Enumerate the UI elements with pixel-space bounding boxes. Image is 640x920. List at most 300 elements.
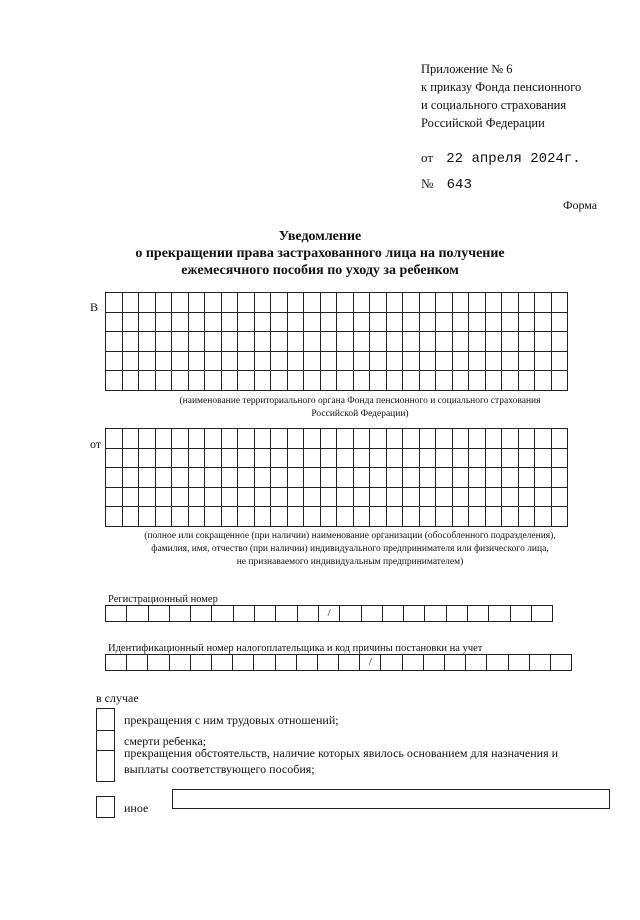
grid-cell[interactable] <box>551 371 568 391</box>
grid-cell[interactable] <box>485 312 502 332</box>
grid-cell[interactable] <box>337 468 354 488</box>
grid-cell[interactable] <box>106 487 123 507</box>
grid-cell[interactable] <box>139 293 156 313</box>
grid-cell[interactable] <box>551 351 568 371</box>
grid-cell[interactable] <box>485 293 502 313</box>
grid-cell[interactable] <box>287 487 304 507</box>
grid-cell[interactable] <box>155 351 172 371</box>
digit-cell[interactable] <box>147 654 169 671</box>
digit-cell[interactable] <box>126 605 148 622</box>
grid-cell[interactable] <box>535 371 552 391</box>
grid-cell[interactable] <box>106 371 123 391</box>
grid-cell[interactable] <box>271 293 288 313</box>
grid-cell[interactable] <box>254 293 271 313</box>
grid-cell[interactable] <box>271 487 288 507</box>
grid-cell[interactable] <box>419 293 436 313</box>
grid-cell[interactable] <box>254 371 271 391</box>
grid-cell[interactable] <box>452 293 469 313</box>
grid-cell[interactable] <box>172 351 189 371</box>
grid-cell[interactable] <box>304 487 321 507</box>
digit-cell[interactable] <box>361 605 383 622</box>
checkbox-other[interactable] <box>96 796 115 818</box>
grid-cell[interactable] <box>155 448 172 468</box>
grid-cell[interactable] <box>155 468 172 488</box>
grid-cell[interactable] <box>172 507 189 527</box>
grid-cell[interactable] <box>205 332 222 352</box>
grid-cell[interactable] <box>139 429 156 449</box>
grid-cell[interactable] <box>238 351 255 371</box>
grid-cell[interactable] <box>287 468 304 488</box>
grid-cell[interactable] <box>436 312 453 332</box>
grid-cell[interactable] <box>320 468 337 488</box>
grid-cell[interactable] <box>205 371 222 391</box>
grid-cell[interactable] <box>419 312 436 332</box>
digit-cell[interactable] <box>169 605 191 622</box>
grid-cell[interactable] <box>188 507 205 527</box>
grid-cell[interactable] <box>386 312 403 332</box>
other-reason-field[interactable] <box>172 789 610 809</box>
grid-cell[interactable] <box>469 448 486 468</box>
grid-cell[interactable] <box>205 468 222 488</box>
grid-cell[interactable] <box>254 332 271 352</box>
grid-cell[interactable] <box>188 429 205 449</box>
grid-cell[interactable] <box>139 507 156 527</box>
grid-cell[interactable] <box>370 293 387 313</box>
grid-cell[interactable] <box>304 332 321 352</box>
grid-cell[interactable] <box>287 332 304 352</box>
grid-cell[interactable] <box>485 507 502 527</box>
grid-cell[interactable] <box>122 312 139 332</box>
grid-cell[interactable] <box>287 351 304 371</box>
grid-cell[interactable] <box>436 507 453 527</box>
grid-cell[interactable] <box>205 293 222 313</box>
digit-cell[interactable] <box>465 654 487 671</box>
grid-cell[interactable] <box>419 448 436 468</box>
grid-cell[interactable] <box>122 507 139 527</box>
grid-cell[interactable] <box>254 448 271 468</box>
grid-cell[interactable] <box>436 371 453 391</box>
digit-cell[interactable] <box>338 654 360 671</box>
digit-cell[interactable] <box>126 654 148 671</box>
recipient-grid[interactable] <box>105 292 568 391</box>
grid-cell[interactable] <box>304 448 321 468</box>
grid-cell[interactable] <box>436 293 453 313</box>
grid-cell[interactable] <box>304 312 321 332</box>
digit-cell[interactable] <box>550 654 572 671</box>
grid-cell[interactable] <box>535 468 552 488</box>
grid-cell[interactable] <box>238 371 255 391</box>
digit-cell[interactable] <box>446 605 468 622</box>
grid-cell[interactable] <box>221 293 238 313</box>
grid-cell[interactable] <box>452 312 469 332</box>
grid-cell[interactable] <box>452 487 469 507</box>
grid-cell[interactable] <box>254 507 271 527</box>
grid-cell[interactable] <box>221 487 238 507</box>
grid-cell[interactable] <box>419 429 436 449</box>
grid-cell[interactable] <box>122 468 139 488</box>
grid-cell[interactable] <box>188 351 205 371</box>
grid-cell[interactable] <box>535 448 552 468</box>
grid-cell[interactable] <box>386 332 403 352</box>
grid-cell[interactable] <box>320 507 337 527</box>
grid-cell[interactable] <box>535 332 552 352</box>
grid-cell[interactable] <box>535 507 552 527</box>
grid-cell[interactable] <box>353 351 370 371</box>
grid-cell[interactable] <box>436 448 453 468</box>
grid-cell[interactable] <box>122 371 139 391</box>
grid-cell[interactable] <box>518 468 535 488</box>
grid-cell[interactable] <box>139 448 156 468</box>
grid-cell[interactable] <box>551 507 568 527</box>
grid-cell[interactable] <box>436 468 453 488</box>
grid-cell[interactable] <box>386 507 403 527</box>
grid-cell[interactable] <box>403 332 420 352</box>
grid-cell[interactable] <box>254 468 271 488</box>
grid-cell[interactable] <box>221 371 238 391</box>
grid-cell[interactable] <box>502 332 519 352</box>
digit-cell[interactable] <box>317 654 339 671</box>
digit-cell[interactable] <box>105 654 127 671</box>
grid-cell[interactable] <box>205 448 222 468</box>
grid-cell[interactable] <box>287 293 304 313</box>
grid-cell[interactable] <box>386 448 403 468</box>
digit-cell[interactable] <box>253 654 275 671</box>
grid-cell[interactable] <box>320 371 337 391</box>
grid-cell[interactable] <box>386 371 403 391</box>
digit-cell[interactable] <box>232 654 254 671</box>
grid-cell[interactable] <box>502 429 519 449</box>
grid-cell[interactable] <box>320 332 337 352</box>
grid-cell[interactable] <box>139 468 156 488</box>
grid-cell[interactable] <box>139 312 156 332</box>
grid-cell[interactable] <box>320 293 337 313</box>
grid-cell[interactable] <box>485 332 502 352</box>
grid-cell[interactable] <box>386 351 403 371</box>
grid-cell[interactable] <box>172 429 189 449</box>
digit-cell[interactable] <box>508 654 530 671</box>
grid-cell[interactable] <box>403 371 420 391</box>
grid-cell[interactable] <box>238 332 255 352</box>
grid-cell[interactable] <box>106 351 123 371</box>
grid-cell[interactable] <box>304 429 321 449</box>
grid-cell[interactable] <box>287 448 304 468</box>
grid-cell[interactable] <box>106 332 123 352</box>
grid-cell[interactable] <box>122 293 139 313</box>
grid-cell[interactable] <box>106 468 123 488</box>
grid-cell[interactable] <box>370 487 387 507</box>
digit-cell[interactable] <box>105 605 127 622</box>
grid-cell[interactable] <box>337 332 354 352</box>
grid-cell[interactable] <box>370 429 387 449</box>
grid-cell[interactable] <box>188 468 205 488</box>
grid-cell[interactable] <box>188 293 205 313</box>
grid-cell[interactable] <box>452 332 469 352</box>
grid-cell[interactable] <box>518 293 535 313</box>
grid-cell[interactable] <box>254 351 271 371</box>
grid-cell[interactable] <box>436 332 453 352</box>
digit-cell[interactable] <box>488 605 510 622</box>
grid-cell[interactable] <box>518 312 535 332</box>
grid-cell[interactable] <box>386 293 403 313</box>
grid-cell[interactable] <box>403 429 420 449</box>
grid-cell[interactable] <box>452 448 469 468</box>
grid-cell[interactable] <box>469 507 486 527</box>
grid-cell[interactable] <box>271 351 288 371</box>
grid-cell[interactable] <box>172 468 189 488</box>
digit-cell[interactable] <box>380 654 402 671</box>
grid-cell[interactable] <box>502 312 519 332</box>
grid-cell[interactable] <box>551 293 568 313</box>
grid-cell[interactable] <box>320 429 337 449</box>
grid-cell[interactable] <box>485 351 502 371</box>
grid-cell[interactable] <box>370 351 387 371</box>
grid-cell[interactable] <box>551 312 568 332</box>
grid-cell[interactable] <box>238 312 255 332</box>
grid-cell[interactable] <box>403 312 420 332</box>
grid-cell[interactable] <box>106 293 123 313</box>
grid-cell[interactable] <box>469 312 486 332</box>
digit-cell[interactable] <box>275 605 297 622</box>
grid-cell[interactable] <box>386 487 403 507</box>
grid-cell[interactable] <box>155 487 172 507</box>
grid-cell[interactable] <box>254 312 271 332</box>
grid-cell[interactable] <box>172 332 189 352</box>
grid-cell[interactable] <box>337 487 354 507</box>
grid-cell[interactable] <box>139 332 156 352</box>
grid-cell[interactable] <box>221 429 238 449</box>
grid-cell[interactable] <box>337 351 354 371</box>
grid-cell[interactable] <box>320 351 337 371</box>
grid-cell[interactable] <box>172 312 189 332</box>
digit-cell[interactable] <box>254 605 276 622</box>
grid-cell[interactable] <box>205 429 222 449</box>
grid-cell[interactable] <box>271 448 288 468</box>
grid-cell[interactable] <box>370 332 387 352</box>
grid-cell[interactable] <box>205 312 222 332</box>
grid-cell[interactable] <box>353 293 370 313</box>
grid-cell[interactable] <box>304 371 321 391</box>
grid-cell[interactable] <box>353 468 370 488</box>
grid-cell[interactable] <box>106 429 123 449</box>
checkbox-employment-termination[interactable] <box>96 708 115 731</box>
grid-cell[interactable] <box>122 332 139 352</box>
grid-cell[interactable] <box>106 448 123 468</box>
grid-cell[interactable] <box>139 487 156 507</box>
grid-cell[interactable] <box>122 448 139 468</box>
grid-cell[interactable] <box>304 468 321 488</box>
grid-cell[interactable] <box>452 351 469 371</box>
grid-cell[interactable] <box>238 448 255 468</box>
grid-cell[interactable] <box>370 312 387 332</box>
grid-cell[interactable] <box>353 429 370 449</box>
digit-cell[interactable] <box>382 605 404 622</box>
grid-cell[interactable] <box>403 293 420 313</box>
digit-cell[interactable] <box>402 654 424 671</box>
grid-cell[interactable] <box>238 293 255 313</box>
grid-cell[interactable] <box>502 448 519 468</box>
grid-cell[interactable] <box>436 351 453 371</box>
grid-cell[interactable] <box>287 371 304 391</box>
checkbox-circumstances-end[interactable] <box>96 750 115 782</box>
grid-cell[interactable] <box>155 332 172 352</box>
grid-cell[interactable] <box>551 487 568 507</box>
grid-cell[interactable] <box>353 507 370 527</box>
grid-cell[interactable] <box>188 371 205 391</box>
grid-cell[interactable] <box>254 487 271 507</box>
digit-cell[interactable] <box>190 654 212 671</box>
digit-cell[interactable] <box>510 605 532 622</box>
grid-cell[interactable] <box>502 468 519 488</box>
grid-cell[interactable] <box>353 371 370 391</box>
grid-cell[interactable] <box>535 487 552 507</box>
grid-cell[interactable] <box>172 293 189 313</box>
grid-cell[interactable] <box>370 371 387 391</box>
digit-cell[interactable] <box>148 605 170 622</box>
grid-cell[interactable] <box>518 351 535 371</box>
grid-cell[interactable] <box>403 468 420 488</box>
grid-cell[interactable] <box>271 312 288 332</box>
grid-cell[interactable] <box>139 351 156 371</box>
grid-cell[interactable] <box>485 429 502 449</box>
grid-cell[interactable] <box>238 487 255 507</box>
grid-cell[interactable] <box>469 487 486 507</box>
grid-cell[interactable] <box>502 351 519 371</box>
digit-cell[interactable] <box>233 605 255 622</box>
grid-cell[interactable] <box>337 293 354 313</box>
digit-cell[interactable] <box>444 654 466 671</box>
grid-cell[interactable] <box>518 507 535 527</box>
grid-cell[interactable] <box>221 468 238 488</box>
grid-cell[interactable] <box>205 351 222 371</box>
checkbox-child-death[interactable] <box>96 730 115 751</box>
grid-cell[interactable] <box>122 487 139 507</box>
grid-cell[interactable] <box>370 468 387 488</box>
grid-cell[interactable] <box>469 332 486 352</box>
grid-cell[interactable] <box>469 351 486 371</box>
grid-cell[interactable] <box>172 371 189 391</box>
grid-cell[interactable] <box>188 312 205 332</box>
grid-cell[interactable] <box>172 487 189 507</box>
grid-cell[interactable] <box>271 429 288 449</box>
grid-cell[interactable] <box>238 429 255 449</box>
grid-cell[interactable] <box>551 468 568 488</box>
grid-cell[interactable] <box>155 312 172 332</box>
grid-cell[interactable] <box>469 293 486 313</box>
grid-cell[interactable] <box>139 371 156 391</box>
grid-cell[interactable] <box>419 487 436 507</box>
reg-number-input[interactable] <box>106 605 553 622</box>
grid-cell[interactable] <box>238 507 255 527</box>
grid-cell[interactable] <box>320 312 337 332</box>
grid-cell[interactable] <box>287 429 304 449</box>
digit-cell[interactable] <box>211 654 233 671</box>
grid-cell[interactable] <box>337 429 354 449</box>
grid-cell[interactable] <box>287 507 304 527</box>
grid-cell[interactable] <box>469 468 486 488</box>
grid-cell[interactable] <box>502 371 519 391</box>
grid-cell[interactable] <box>485 371 502 391</box>
digit-cell[interactable] <box>169 654 191 671</box>
digit-cell[interactable] <box>190 605 212 622</box>
grid-cell[interactable] <box>221 312 238 332</box>
sender-grid[interactable] <box>105 428 568 527</box>
grid-cell[interactable] <box>353 332 370 352</box>
grid-cell[interactable] <box>403 507 420 527</box>
grid-cell[interactable] <box>386 429 403 449</box>
grid-cell[interactable] <box>469 371 486 391</box>
grid-cell[interactable] <box>320 448 337 468</box>
grid-cell[interactable] <box>304 507 321 527</box>
digit-cell[interactable] <box>529 654 551 671</box>
grid-cell[interactable] <box>172 448 189 468</box>
grid-cell[interactable] <box>452 468 469 488</box>
grid-cell[interactable] <box>403 351 420 371</box>
grid-cell[interactable] <box>370 448 387 468</box>
grid-cell[interactable] <box>551 429 568 449</box>
grid-cell[interactable] <box>518 429 535 449</box>
grid-cell[interactable] <box>337 448 354 468</box>
grid-cell[interactable] <box>337 507 354 527</box>
grid-cell[interactable] <box>551 448 568 468</box>
grid-cell[interactable] <box>502 487 519 507</box>
digit-cell[interactable] <box>486 654 508 671</box>
grid-cell[interactable] <box>502 507 519 527</box>
grid-cell[interactable] <box>188 448 205 468</box>
grid-cell[interactable] <box>535 429 552 449</box>
digit-cell[interactable] <box>275 654 297 671</box>
grid-cell[interactable] <box>551 332 568 352</box>
grid-cell[interactable] <box>353 312 370 332</box>
grid-cell[interactable] <box>535 293 552 313</box>
grid-cell[interactable] <box>353 448 370 468</box>
digit-cell[interactable] <box>296 654 318 671</box>
digit-cell[interactable] <box>297 605 319 622</box>
grid-cell[interactable] <box>106 312 123 332</box>
grid-cell[interactable] <box>535 312 552 332</box>
grid-cell[interactable] <box>452 429 469 449</box>
grid-cell[interactable] <box>271 507 288 527</box>
grid-cell[interactable] <box>155 507 172 527</box>
digit-cell[interactable] <box>339 605 361 622</box>
grid-cell[interactable] <box>221 351 238 371</box>
grid-cell[interactable] <box>452 371 469 391</box>
grid-cell[interactable] <box>320 487 337 507</box>
grid-cell[interactable] <box>518 332 535 352</box>
grid-cell[interactable] <box>485 487 502 507</box>
grid-cell[interactable] <box>155 371 172 391</box>
grid-cell[interactable] <box>386 468 403 488</box>
grid-cell[interactable] <box>419 351 436 371</box>
grid-cell[interactable] <box>271 371 288 391</box>
grid-cell[interactable] <box>419 468 436 488</box>
grid-cell[interactable] <box>518 487 535 507</box>
digit-cell[interactable] <box>531 605 553 622</box>
digit-cell[interactable] <box>424 605 446 622</box>
grid-cell[interactable] <box>221 332 238 352</box>
grid-cell[interactable] <box>238 468 255 488</box>
grid-cell[interactable] <box>271 332 288 352</box>
grid-cell[interactable] <box>271 468 288 488</box>
grid-cell[interactable] <box>122 351 139 371</box>
digit-cell[interactable] <box>467 605 489 622</box>
grid-cell[interactable] <box>304 351 321 371</box>
grid-cell[interactable] <box>122 429 139 449</box>
grid-cell[interactable] <box>419 507 436 527</box>
grid-cell[interactable] <box>254 429 271 449</box>
grid-cell[interactable] <box>337 312 354 332</box>
digit-cell[interactable] <box>403 605 425 622</box>
grid-cell[interactable] <box>485 468 502 488</box>
